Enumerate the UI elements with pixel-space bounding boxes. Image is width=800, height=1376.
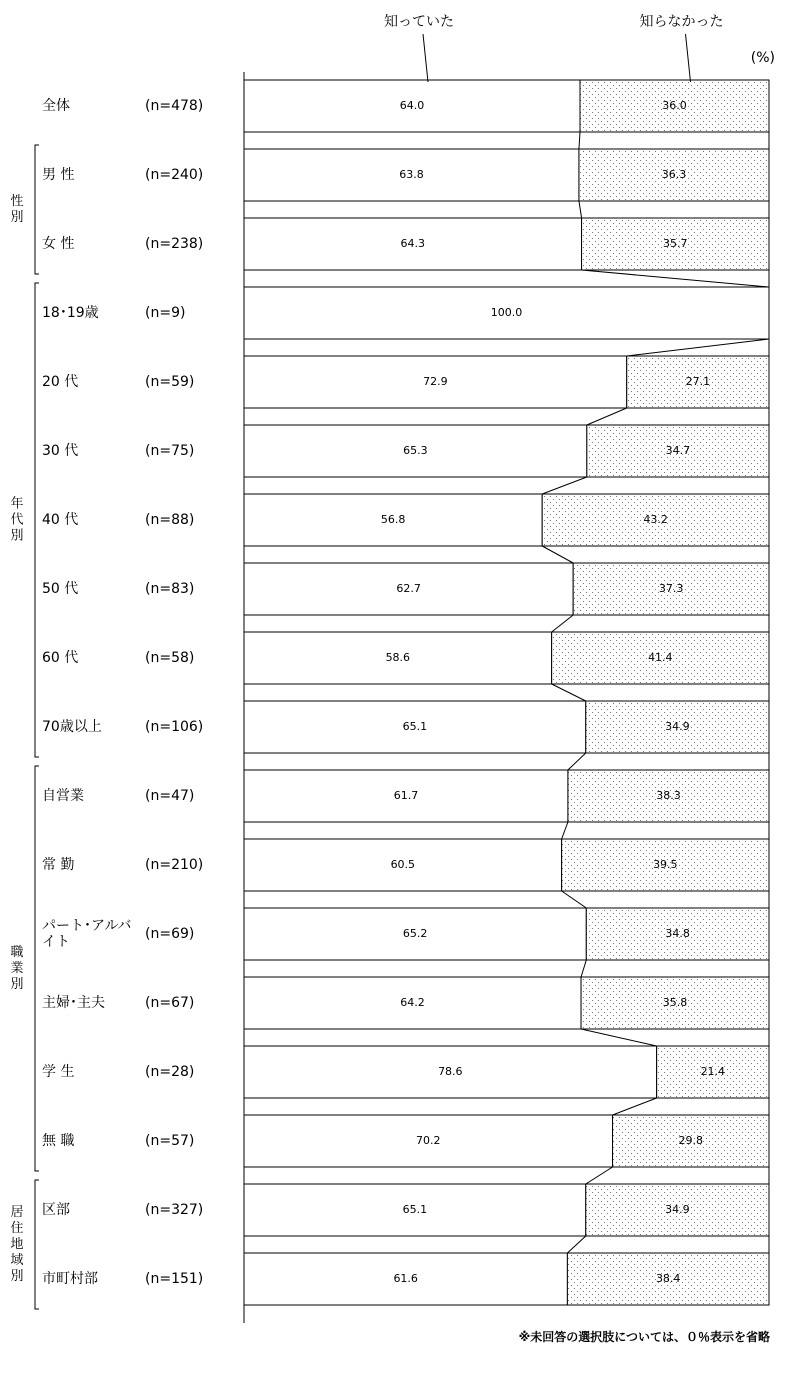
data-label-known: 65.1 [402, 720, 428, 733]
data-label-known: 58.6 [385, 651, 411, 664]
group-label-char: 別 [10, 528, 24, 544]
data-label-known: 100.0 [490, 306, 523, 319]
gap-frame [244, 684, 769, 701]
data-label-unknown: 38.4 [655, 1272, 681, 1285]
group-label-char: 別 [10, 210, 24, 225]
gap-frame [244, 270, 769, 287]
row-label: 60 代 [42, 650, 79, 666]
data-label-unknown: 37.3 [658, 582, 684, 595]
row-n-label: (n=106) [145, 719, 204, 735]
legend-leader-line-1 [423, 34, 428, 82]
gap-frame [244, 408, 769, 425]
row-n-label: (n=57) [145, 1133, 195, 1149]
gap-frame [244, 891, 769, 908]
row-n-label: (n=88) [145, 512, 195, 528]
data-label-unknown: 35.8 [662, 996, 688, 1009]
data-label-unknown: 35.7 [663, 237, 688, 250]
data-label-known: 64.0 [399, 99, 425, 112]
data-label-unknown: 34.8 [665, 927, 690, 940]
gap-frame [244, 1167, 769, 1184]
gap-frame [244, 477, 769, 494]
data-label-known: 70.2 [416, 1134, 441, 1147]
data-label-known: 61.6 [393, 1272, 418, 1285]
row-label: 女 性 [42, 236, 75, 252]
legend-leader-line-2 [686, 34, 691, 82]
data-label-known: 62.7 [396, 582, 421, 595]
data-label-known: 64.2 [400, 996, 425, 1009]
row-n-label: (n=58) [145, 650, 195, 666]
row-n-label: (n=67) [145, 995, 195, 1011]
row-label: 常 勤 [42, 857, 75, 873]
data-label-known: 60.5 [390, 858, 416, 871]
row-label: 全体 [42, 98, 70, 114]
unit-label: (%) [750, 50, 775, 66]
row-n-label: (n=83) [145, 581, 195, 597]
row-label: 70歳以上 [42, 719, 102, 735]
row-label: 主婦･主夫 [42, 995, 105, 1011]
gap-frame [244, 1098, 769, 1115]
row-label: 男 性 [42, 167, 75, 183]
row-n-label: (n=47) [145, 788, 195, 804]
data-label-known: 56.8 [380, 513, 406, 526]
row-n-label: (n=69) [145, 926, 195, 942]
row-n-label: (n=9) [145, 305, 186, 321]
group-bracket-3 [35, 766, 39, 1171]
data-label-known: 65.2 [402, 927, 428, 940]
gap-frame [244, 132, 769, 149]
row-n-label: (n=28) [145, 1064, 195, 1080]
row-label: 区部 [42, 1202, 70, 1218]
gap-frame [244, 1236, 769, 1253]
row-n-label: (n=210) [145, 857, 204, 873]
row-label: 無 職 [42, 1133, 75, 1149]
row-label: 50 代 [42, 581, 79, 597]
data-label-unknown: 36.3 [661, 168, 687, 181]
footnote: ※未回答の選択肢については、０％表示を省略 [518, 1330, 770, 1344]
group-label-char: 性 [10, 194, 24, 209]
legend-label-2: 知らなかった [639, 14, 724, 30]
row-label: 市町村部 [42, 1271, 98, 1287]
data-label-unknown: 34.7 [665, 444, 691, 457]
data-label-unknown: 38.3 [656, 789, 681, 802]
gap-frame [244, 753, 769, 770]
gap-frame [244, 960, 769, 977]
gap-frame [244, 615, 769, 632]
data-label-unknown: 36.0 [662, 99, 687, 112]
group-label-char: 地 [10, 1237, 24, 1252]
gap-frame [244, 546, 769, 563]
group-label-char: 住 [10, 1221, 24, 1236]
data-label-unknown: 27.1 [685, 375, 711, 388]
row-label: 学 生 [42, 1064, 75, 1080]
data-label-unknown: 41.4 [648, 651, 673, 664]
row-label: パート･アルバ [42, 918, 132, 934]
group-bracket-2 [35, 283, 39, 757]
row-n-label: (n=75) [145, 443, 195, 459]
data-label-known: 63.8 [399, 168, 424, 181]
group-bracket-4 [35, 1180, 39, 1309]
group-label-char: 居 [10, 1205, 24, 1220]
gap-frame [244, 201, 769, 218]
row-label-line2: イト [42, 934, 70, 950]
data-label-unknown: 34.9 [665, 720, 690, 733]
row-label: 18･19歳 [42, 305, 99, 321]
data-label-unknown: 34.9 [665, 1203, 690, 1216]
row-n-label: (n=238) [145, 236, 204, 252]
row-n-label: (n=59) [145, 374, 195, 390]
group-label-char: 代 [10, 512, 24, 528]
row-n-label: (n=327) [145, 1202, 204, 1218]
data-label-known: 65.1 [402, 1203, 428, 1216]
group-label-char: 年 [10, 496, 24, 512]
data-label-known: 72.9 [423, 375, 448, 388]
data-label-unknown: 39.5 [653, 858, 678, 871]
row-n-label: (n=478) [145, 98, 204, 114]
data-label-known: 78.6 [438, 1065, 463, 1078]
group-bracket-1 [35, 145, 39, 274]
group-label-char: 業 [10, 961, 24, 976]
group-label-char: 別 [10, 977, 24, 992]
row-label: 40 代 [42, 512, 79, 528]
data-label-unknown: 29.8 [678, 1134, 704, 1147]
row-label: 20 代 [42, 374, 79, 390]
gap-frame [244, 339, 769, 356]
row-n-label: (n=151) [145, 1271, 204, 1287]
row-label: 自営業 [42, 788, 84, 804]
data-label-known: 65.3 [403, 444, 428, 457]
row-label: 30 代 [42, 443, 79, 459]
data-label-known: 64.3 [400, 237, 426, 250]
group-label-char: 職 [10, 945, 24, 960]
legend-label-1: 知っていた [384, 14, 454, 30]
group-label-char: 別 [10, 1269, 24, 1284]
gap-frame [244, 1029, 769, 1046]
gap-frame [244, 822, 769, 839]
data-label-unknown: 43.2 [643, 513, 668, 526]
data-label-known: 61.7 [393, 789, 419, 802]
group-label-char: 域 [10, 1253, 24, 1268]
data-label-unknown: 21.4 [700, 1065, 726, 1078]
row-n-label: (n=240) [145, 167, 204, 183]
